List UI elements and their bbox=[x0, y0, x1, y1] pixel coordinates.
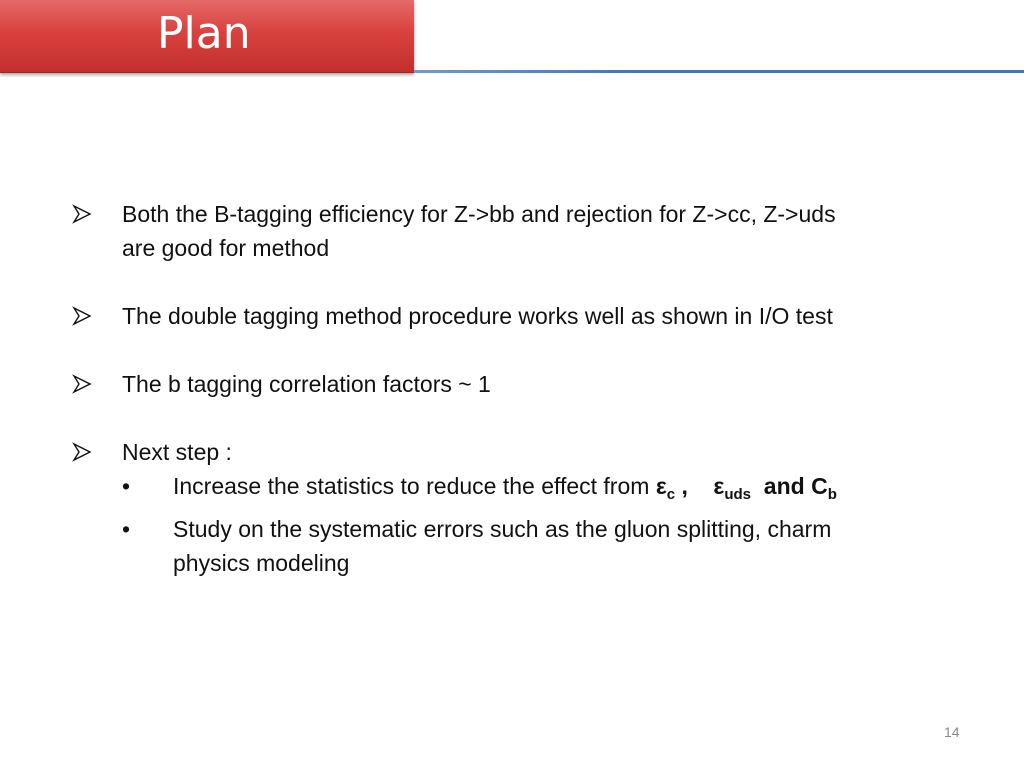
epsilon-symbol: ε bbox=[713, 473, 725, 499]
sub-bullet-item bbox=[72, 512, 952, 580]
sub-bullet-dot: • bbox=[122, 516, 131, 542]
spacer bbox=[72, 401, 952, 435]
spacer bbox=[72, 265, 952, 299]
slide-title: Plan bbox=[157, 8, 251, 59]
bullet-item bbox=[72, 367, 952, 401]
page-number: 14 bbox=[944, 724, 960, 740]
bullet-line: Next step : bbox=[122, 439, 232, 465]
bullet-item bbox=[72, 299, 952, 333]
arrow-bullet-icon bbox=[72, 199, 92, 229]
sub-bullet-dot: • bbox=[122, 473, 131, 499]
bullet-line: The double tagging method procedure works well as shown in I/O test bbox=[122, 303, 833, 329]
epsilon-symbol: ε bbox=[655, 473, 667, 499]
bullet-line: The b tagging correlation factors ~ 1 bbox=[122, 371, 491, 397]
spacer bbox=[72, 333, 952, 367]
bullet-item bbox=[72, 197, 952, 265]
sub-bullet-line: physics modeling bbox=[173, 550, 350, 576]
cb-subscript: b bbox=[827, 486, 837, 503]
epsilon-uds-subscript: uds bbox=[724, 486, 752, 503]
sub-bullet-item bbox=[72, 469, 952, 512]
bullet-item bbox=[72, 435, 952, 469]
bullet-line: are good for method bbox=[122, 235, 330, 261]
title-box bbox=[0, 0, 414, 73]
arrow-bullet-icon bbox=[72, 369, 92, 399]
bullet-line: Both the B-tagging efficiency for Z->bb and rejection for Z->cc, Z->uds bbox=[122, 201, 836, 227]
arrow-bullet-icon bbox=[72, 301, 92, 331]
and-cb-text: and C bbox=[751, 473, 828, 499]
epsilon-c-subscript: c bbox=[666, 486, 676, 503]
comma-separator: , bbox=[675, 473, 714, 499]
sub-bullet-text: Increase the statistics to reduce the effect from bbox=[173, 473, 656, 499]
bullet-list bbox=[72, 197, 952, 580]
sub-bullet-line: Study on the systematic errors such as the gluon splitting, charm bbox=[173, 516, 832, 542]
arrow-bullet-icon bbox=[72, 437, 92, 467]
title-rule bbox=[414, 70, 1024, 73]
